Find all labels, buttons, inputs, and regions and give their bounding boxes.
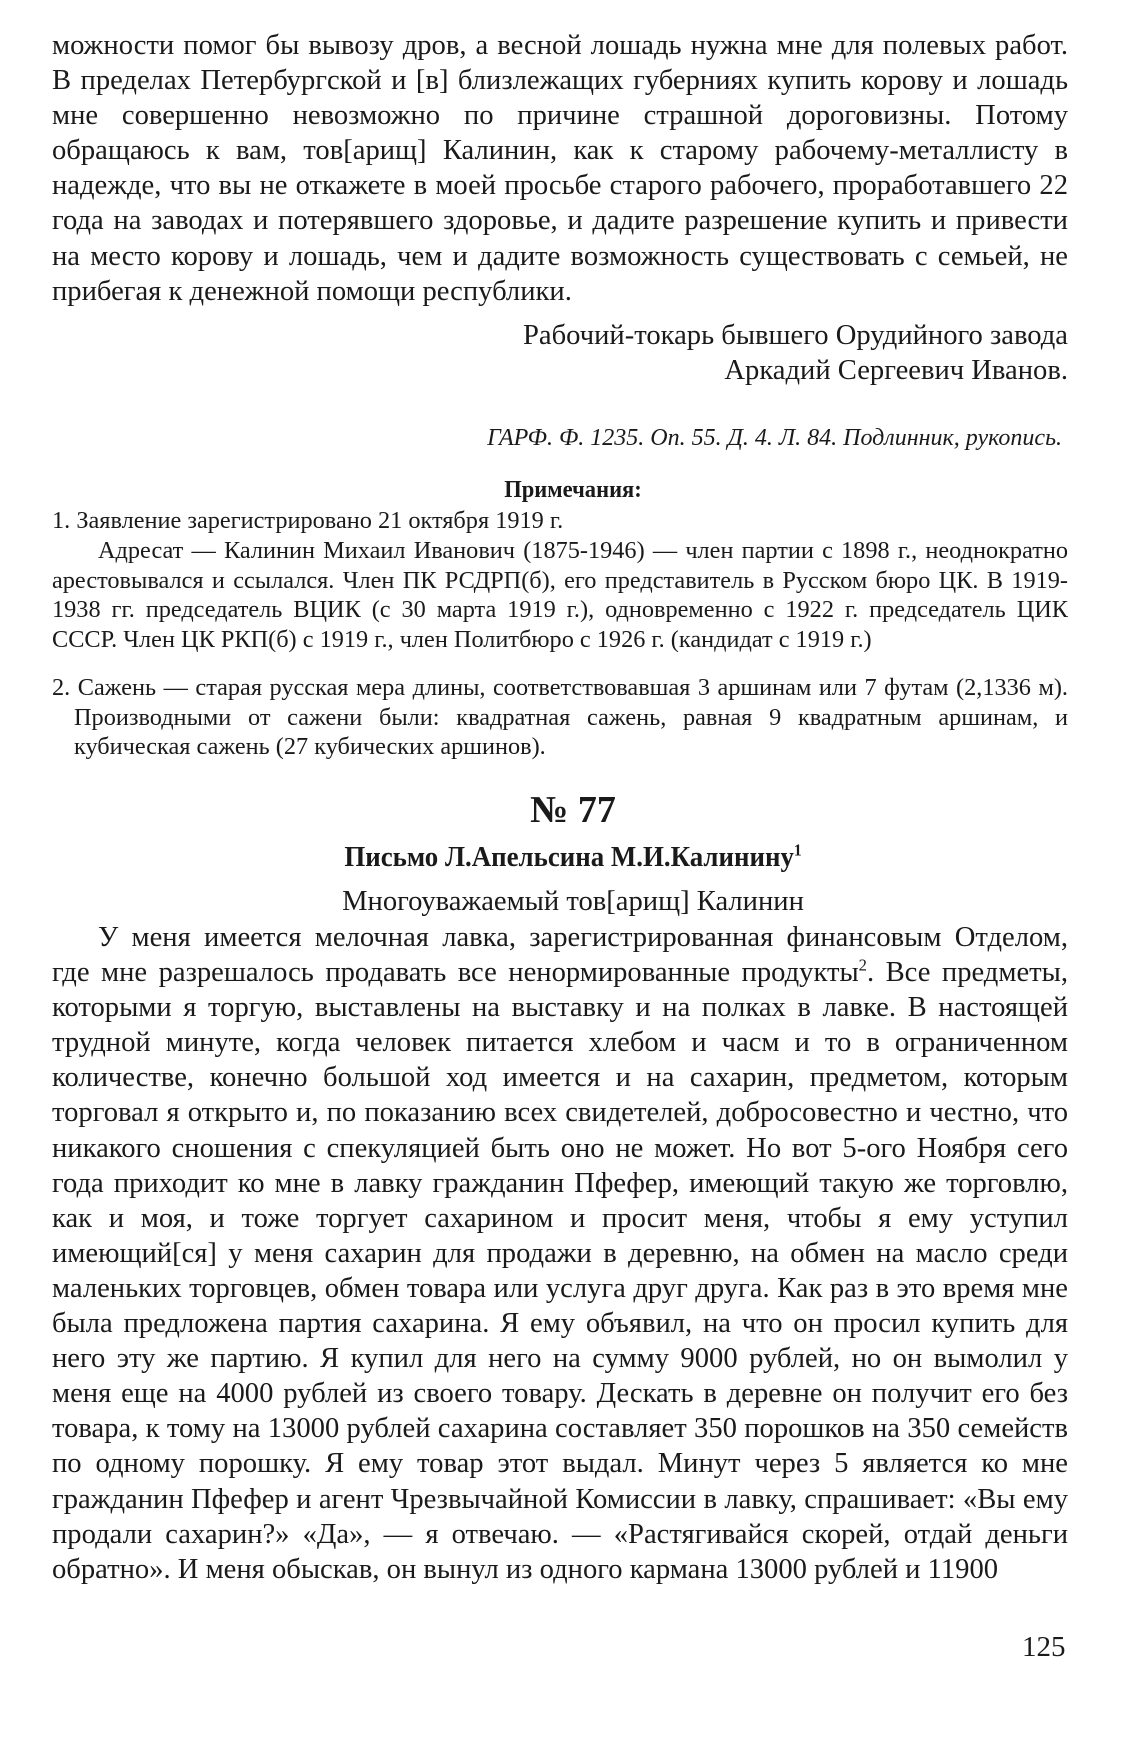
note-2-number: 2. — [52, 674, 71, 701]
note-1-text: Заявление зарегистрировано 21 октября 1919 г. — [76, 507, 564, 534]
letter-body-footnote: 2 — [858, 955, 867, 975]
letter-body-part-1: У меня имеется мелочная лавка, зарегистрированная финансовым Отделом, где мне разрешалось продавать все ненормированные продукты — [52, 922, 1068, 989]
document-number: № 77 — [530, 789, 616, 831]
document-title — [34, 840, 1111, 875]
document-title-footnote: 1 — [793, 840, 802, 860]
note-2-text: Сажень — старая русская мера длины, соответствовавшая 3 аршинам или 7 футам (2,1336 м). Производными от сажени были: квадратная сажень, равная 9 квадратным аршинам, и кубическая сажень (27 кубических аршинов). — [74, 674, 1069, 761]
letter-body-part-2: . Все предметы, которыми я торгую, выставлены на выставку и на полках в лавке. В настоящей трудной минуте, когда человек питается хлебом и часм и то в ограниченном количестве, конечно большой ход имеется и на сахарин, предметом, которым торговал я открыто и, по показанию всех свидетелей, добросовестно и честно, что никакого сношения с спекуляцией быть оно не может. Но вот 5-ого Ноября сего года приходит ко мне в лавку гражданин Пфефер, имеющий такую же торговлю, как и моя, и тоже торгует сахарином и просит меня, чтобы я ему уступил имеющий[ся] у меня сахарин для продажи в деревню, на обмен на масло среди маленьких торговцев, обмен товара или услуга друг друга. Как раз в это время мне была предложена партия сахарина. Я ему объявил, на что он просил купить для него эту же партию. Я купил для него на сумму 9000 рублей, но он вымолил у меня еще на 4000 рублей из своего товару. Дескать в деревне он получит его без товара, к тому на 13000 рублей сахарина составляет 350 порошков на 350 семейств по одному порошку. Я ему товар этот выдал. Минут через 5 является ко мне гражданин Пфефер и агент Чрезвычайной Комиссии в лавку, спрашивает: «Вы ему продали сахарин?» «Да», — я отвечаю. — «Растягивайся скорей, отдай деньги обратно». И меня обыскав, он вынул из одного кармана 13000 рублей и 11900 — [52, 957, 1068, 1585]
note-2 — [52, 673, 1068, 762]
note-1-addressee: Адресат — Калинин Михаил Иванович (1875-1946) — член партии с 1898 г., неоднократно арестовывался и ссылался. Член ПК РСДРП(б), его представитель в Русском бюро ЦК. В 1919-1938 гг. председатель ВЦИК (с 30 марта 1919 г.), одновременно с 1922 г. председатель ЦИК СССР. Член ЦК РКП(б) с 1919 г., член Политбюро с 1926 г. (кандидат с 1919 г.) — [52, 537, 1068, 654]
notes-heading: Примечания: — [504, 476, 642, 503]
document-title-text: Письмо Л.Апельсина М.И.Калинину — [344, 842, 794, 873]
page-number: 125 — [1022, 1631, 1066, 1663]
note-1-number: 1. — [52, 507, 71, 534]
signature-position: Рабочий-токарь бывшего Орудийного завода — [523, 320, 1068, 351]
archival-source: ГАРФ. Ф. 1235. Оп. 55. Д. 4. Л. 84. Подлинник, рукопись. — [487, 425, 1062, 451]
signature-name: Аркадий Сергеевич Иванов. — [724, 355, 1068, 386]
note-1 — [52, 506, 1068, 536]
letter-body-paragraph — [52, 920, 1068, 1587]
letter-ending-paragraph: можности помог бы вывозу дров, а весной лошадь нужна мне для полевых работ. В пределах Петербургской и [в] близлежащих губерниях купить корову и лошадь мне совершенно невозможно по причине страшной дороговизны. Потому обращаюсь к вам, тов[арищ] Калинин, как к старому рабочему-металлисту в надежде, что вы не откажете в моей просьбе старого рабочего, проработавшего 22 года на заводах и потерявшего здоровье, и дадите разрешение купить и привести на место корову и лошадь, чем и дадите возможность существовать с семьей, не прибегая к денежной помощи республики. — [52, 30, 1068, 307]
letter-salutation: Многоуважаемый тов[арищ] Калинин — [342, 886, 804, 917]
